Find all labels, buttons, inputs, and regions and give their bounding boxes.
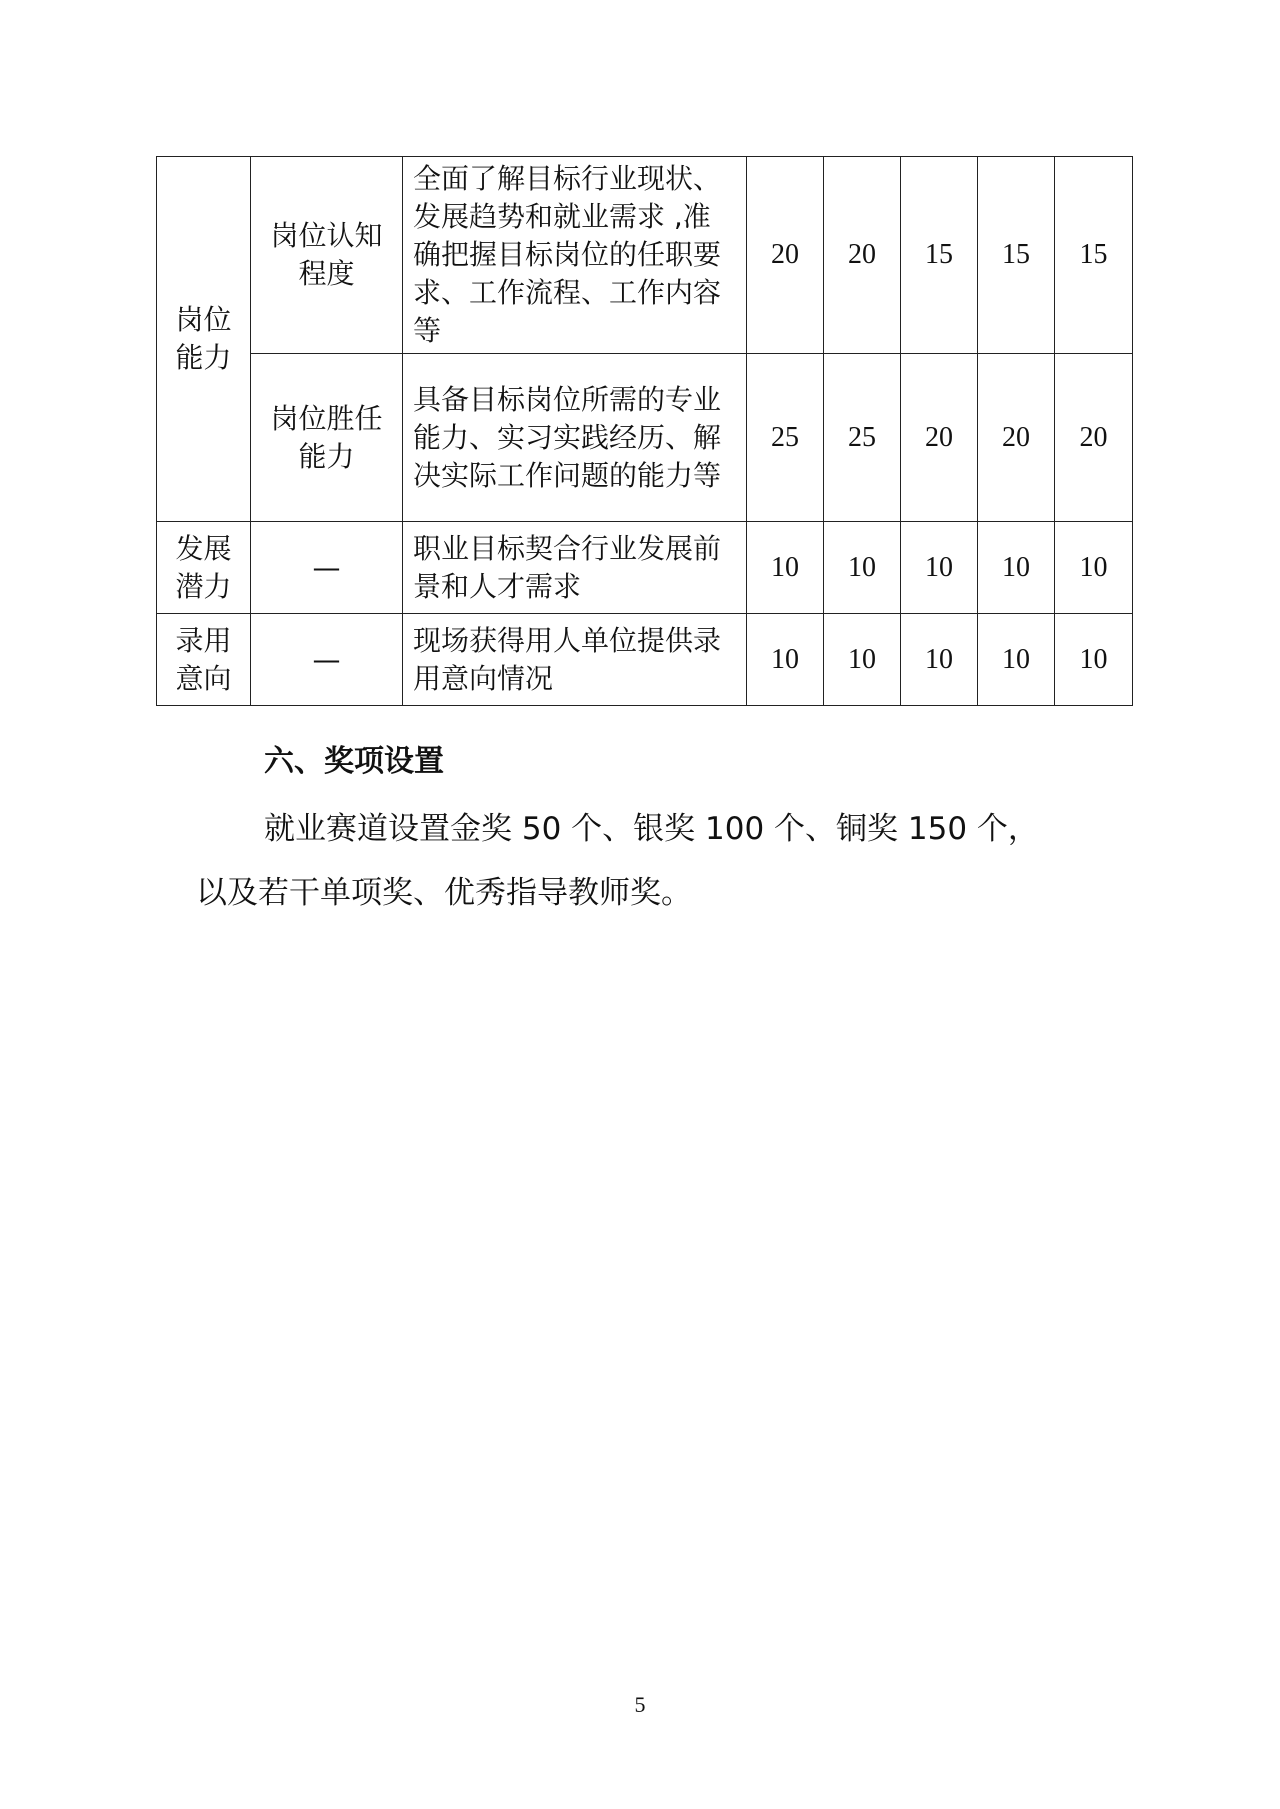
criteria-cell: 全面了解目标行业现状、发展趋势和就业需求 ,准确把握目标岗位的任职要求、工作流程、工作内容等 <box>403 157 747 354</box>
category-cell: 录用意向 <box>157 614 251 706</box>
score-cell: 10 <box>901 614 978 706</box>
subcategory-cell: 岗位胜任能力 <box>251 354 403 522</box>
score-cell: 25 <box>824 354 901 522</box>
score-cell: 20 <box>1055 354 1133 522</box>
score-cell: 20 <box>978 354 1055 522</box>
awards-paragraph-line-2: 以及若干单项奖、优秀指导教师奖。 <box>196 875 692 911</box>
section-heading: 六、奖项设置 <box>264 744 444 779</box>
criteria-cell: 具备目标岗位所需的专业能力、实习实践经历、解决实际工作问题的能力等 <box>403 354 747 522</box>
score-cell: 10 <box>747 522 824 614</box>
score-cell: 15 <box>901 157 978 354</box>
category-cell: 发展潜力 <box>157 522 251 614</box>
score-cell: 10 <box>747 614 824 706</box>
score-cell: 15 <box>978 157 1055 354</box>
score-cell: 10 <box>824 522 901 614</box>
subcategory-cell: — <box>251 522 403 614</box>
page-number: 5 <box>634 1692 646 1717</box>
subcategory-cell: — <box>251 614 403 706</box>
score-cell: 10 <box>978 522 1055 614</box>
score-cell: 20 <box>824 157 901 354</box>
table-row <box>157 614 1133 706</box>
table-row <box>157 522 1133 614</box>
score-cell: 10 <box>824 614 901 706</box>
criteria-cell: 职业目标契合行业发展前景和人才需求 <box>403 522 747 614</box>
score-cell: 10 <box>1055 614 1133 706</box>
score-cell: 15 <box>1055 157 1133 354</box>
score-cell: 25 <box>747 354 824 522</box>
subcategory-cell: 岗位认知程度 <box>251 157 403 354</box>
score-cell: 20 <box>901 354 978 522</box>
score-cell: 10 <box>978 614 1055 706</box>
table-row <box>157 354 1133 522</box>
criteria-cell: 现场获得用人单位提供录用意向情况 <box>403 614 747 706</box>
awards-paragraph-line-1: 就业赛道设置金奖 50 个、银奖 100 个、铜奖 150 个， <box>264 811 1039 847</box>
score-cell: 10 <box>1055 522 1133 614</box>
category-cell: 岗位能力 <box>157 157 251 522</box>
score-cell: 20 <box>747 157 824 354</box>
table-row <box>157 157 1133 354</box>
score-cell: 10 <box>901 522 978 614</box>
scoring-table <box>156 156 1133 706</box>
